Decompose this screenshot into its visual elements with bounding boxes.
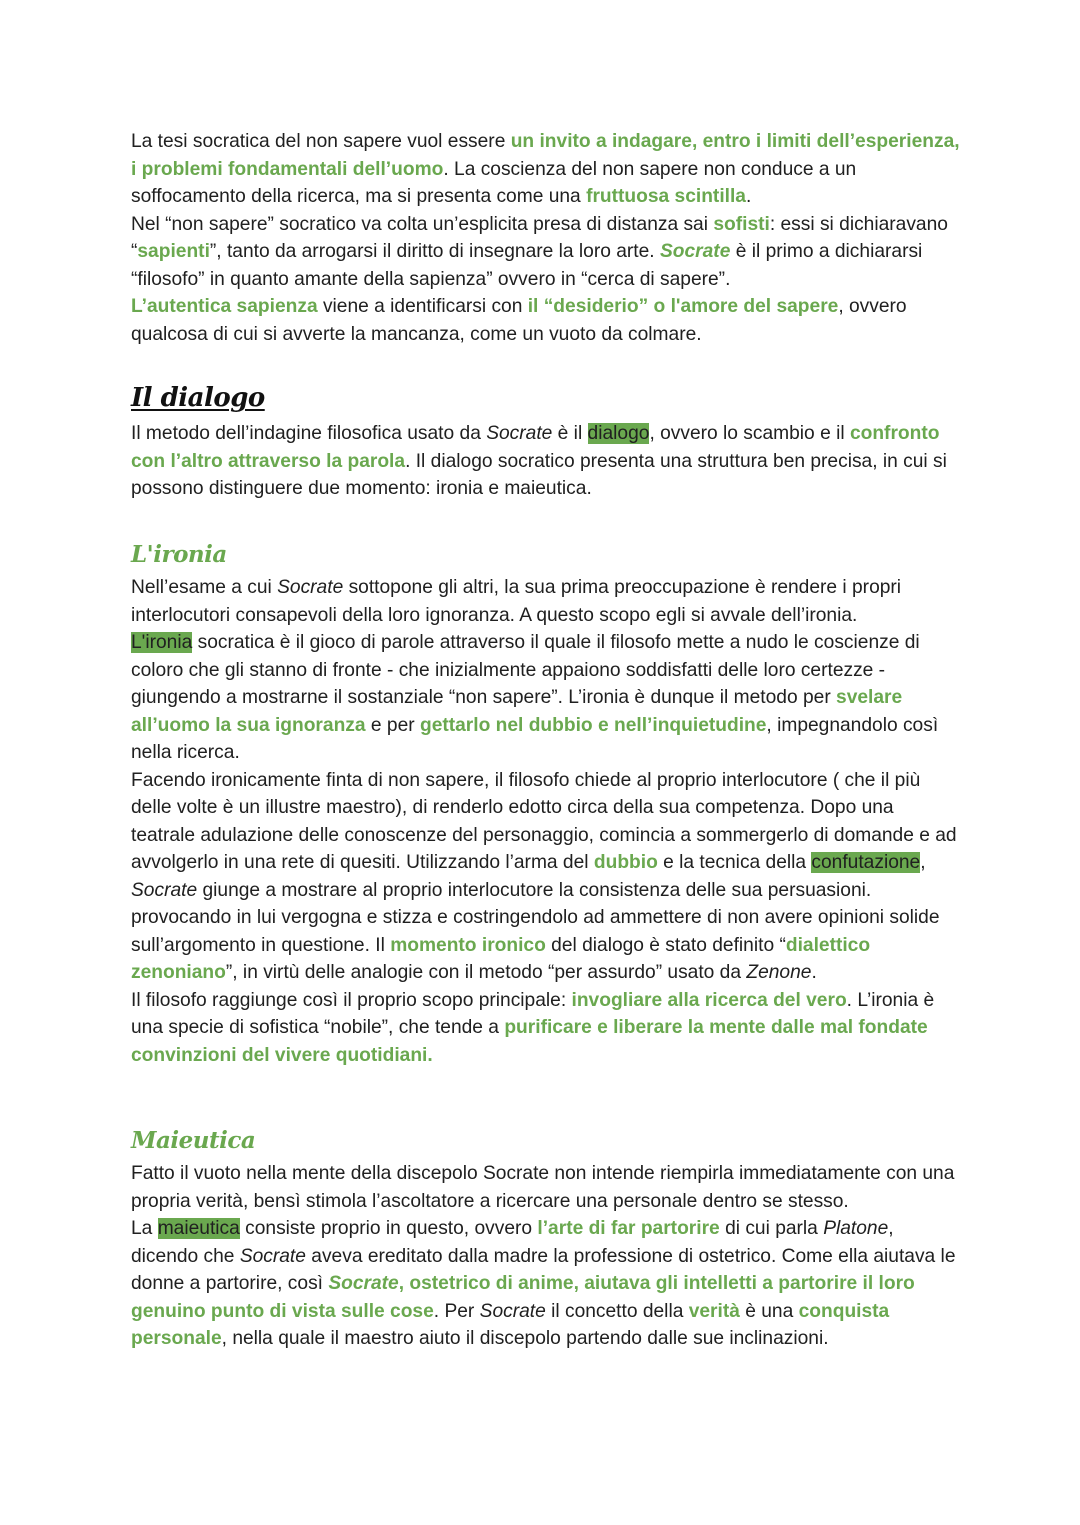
paragraph-esame <box>131 574 961 629</box>
italic-text: Zenone <box>746 962 812 983</box>
text-run: il concetto della <box>545 1300 689 1322</box>
text-run: . <box>745 186 752 207</box>
emphasis-text: gettarlo nel dubbio e nell’inquietudine <box>419 714 767 736</box>
text-run: Nell’esame a cui <box>131 577 278 598</box>
text-run: ”, tanto da arrogarsi il diritto di insegnare la loro arte. <box>209 241 660 262</box>
text-run: socratica è il gioco di parole attraverso il quale il filosofo mette a nudo le coscienze di coloro che gli stanno di fronte - che inizialmente appaiono soddisfatti delle loro certezze - giungendo a mostrarne il sostanziale “non sapere”. L’ironia è dunque il metodo per <box>131 632 920 708</box>
paragraph-vuoto: Fatto il vuoto nella mente della discepolo Socrate non intende riempirla immediatamente con una propria verità, bensì stimola l’ascoltatore a ricercare una personale dentro se stesso. <box>131 1163 955 1212</box>
text-run: , <box>920 852 926 873</box>
highlighted-term: confutazione <box>811 852 921 873</box>
text-run: , nella quale il maestro aiuto il discepolo partendo dalle sue inclinazioni. <box>221 1328 829 1349</box>
intro-section <box>131 128 961 348</box>
italic-text: Socrate <box>277 577 344 598</box>
emphasis-text: verità <box>688 1300 740 1322</box>
text-run: . Per <box>433 1300 480 1322</box>
italic-text: Socrate <box>131 879 198 901</box>
text-run: consiste proprio in questo, ovvero <box>239 1218 538 1239</box>
highlighted-term: maieutica <box>157 1218 240 1239</box>
highlighted-term: L'ironia <box>131 632 193 653</box>
italic-text: Socrate <box>486 423 553 444</box>
emphasis-text: un invito a indagare, entro i limiti dell’esperienza, i problemi fondamentali dell’uomo <box>131 131 960 180</box>
emphasis-text: sofisti <box>713 213 770 235</box>
paragraph-dialogo <box>131 420 961 503</box>
paragraph-sofisti <box>131 211 961 294</box>
text-run: è una <box>739 1300 799 1322</box>
text-run: , ovvero qualcosa di cui si avverte la mancanza, come un vuoto da colmare. <box>131 296 907 345</box>
text-run: sottopone gli altri, la sua prima preoccupazione è rendere i propri interlocutori consapevoli della loro ignoranza. A questo scopo egli si avvale dell’ironia. <box>131 577 902 626</box>
text-run: Nel “non sapere” socratico va colta un’esplicita presa di distanza sai <box>131 213 714 235</box>
text-run: viene a identificarsi con <box>317 296 528 317</box>
text-run: aveva ereditato dalla madre la professione di ostetrico. Come ella aiutava le donne a partorire, così <box>131 1245 956 1294</box>
heading-ironia: L'ironia <box>131 541 227 568</box>
emphasis-text: momento ironico <box>390 934 546 956</box>
maieutica-section <box>131 1160 961 1353</box>
emphasis-text: sapienti <box>137 241 210 262</box>
emphasis-text: Socrate <box>328 1273 399 1294</box>
emphasis-text: purificare e liberare la mente dalle mal fondate convinzioni del vivere quotidiani. <box>131 1017 928 1066</box>
text-run: di cui parla <box>719 1218 824 1239</box>
dialogo-section <box>131 420 961 503</box>
paragraph-non-sapere <box>131 128 961 211</box>
text-run: Facendo ironicamente finta di non sapere, il filosofo chiede al proprio interlocutore ( che il più delle volte è un illustre maestro), di renderlo edotto circa della sua competenza. Dopo una teatrale adulazione delle conoscenze del personaggio, comincia a sommergerlo di domande e ad avvolgerlo in una rete di quesiti. Utilizzando l’arma del <box>131 769 957 873</box>
text-run: è il primo a dichiararsi “filosofo” in quanto amante della sapienza” ovvero in “cerca di sapere”. <box>131 241 923 290</box>
emphasis-text: confronto con l’altro attraverso la parola <box>131 423 940 472</box>
text-run: , impegnandolo così nella ricerca. <box>131 714 939 763</box>
emphasis-text: fruttuosa scintilla <box>586 186 746 207</box>
heading-maieutica: Maieutica <box>131 1127 256 1154</box>
italic-text: Socrate <box>239 1245 306 1267</box>
emphasis-text: invogliare alla ricerca del vero <box>571 989 847 1011</box>
emphasis-text: dubbio <box>593 852 658 873</box>
text-run: . La coscienza del non sapere non conduce a un soffocamento della ricerca, ma si presenta come una <box>131 158 857 207</box>
text-run: è il <box>552 423 588 444</box>
paragraph-ironia-socratica <box>131 629 961 767</box>
text-run: e per <box>365 714 420 736</box>
emphasis-text: , ostetrico di anime, aiutava gli intelletti a partorire il loro genuino punto di vista sulle cose <box>131 1273 915 1322</box>
paragraph-maieutica <box>131 1215 961 1353</box>
text-run: e la tecnica della <box>657 852 812 873</box>
text-run: La tesi socratica del non sapere vuol essere <box>131 131 511 152</box>
text-run: La <box>131 1218 158 1239</box>
highlighted-term: dialogo <box>587 423 650 444</box>
heading-dialogo: Il dialogo <box>131 383 265 413</box>
text-run: del dialogo è stato definito “ <box>545 934 786 956</box>
italic-text: Socrate <box>479 1300 546 1322</box>
emphasis-text: dialettico zenoniano <box>131 934 871 983</box>
paragraph-scopo <box>131 987 961 1070</box>
emphasis-text: l’arte di far partorire <box>537 1218 720 1239</box>
emphasis-text: Socrate <box>659 241 731 262</box>
ironia-section <box>131 574 961 1069</box>
text-run: . <box>811 962 817 983</box>
emphasis-text: il “desiderio” o l'amore del sapere <box>527 296 839 317</box>
text-run: Il metodo dell’indagine filosofica usato da <box>131 423 487 444</box>
text-run: . L’ironia è una specie di sofistica “nobile”, che tende a <box>131 989 935 1038</box>
italic-text: Platone <box>823 1218 889 1239</box>
text-run: giunge a mostrare al proprio interlocutore la consistenza delle sua persuasioni. provocando in lui vergogna e stizza e costringendolo ad ammettere di non avere opinioni solide sull’argomento in questione. Il <box>131 879 940 956</box>
text-run: Il filosofo raggiunge così il proprio scopo principale: <box>131 989 572 1011</box>
text-run: : essi si dichiaravano “ <box>131 213 948 262</box>
text-run: . Il dialogo socratico presenta una struttura ben precisa, in cui si possono distinguere due momento: ironia e maieutica. <box>131 450 947 499</box>
emphasis-text: L’autentica sapienza <box>131 296 318 317</box>
text-run: , ovvero lo scambio e il <box>649 423 850 444</box>
emphasis-text: svelare all’uomo la sua ignoranza <box>131 687 903 736</box>
text-run: , dicendo che <box>131 1218 894 1267</box>
text-run: ”, in virtù delle analogie con il metodo “per assurdo” usato da <box>225 962 747 983</box>
paragraph-sapienza <box>131 293 961 348</box>
emphasis-text: conquista personale <box>131 1300 890 1349</box>
paragraph-confutazione <box>131 767 961 987</box>
